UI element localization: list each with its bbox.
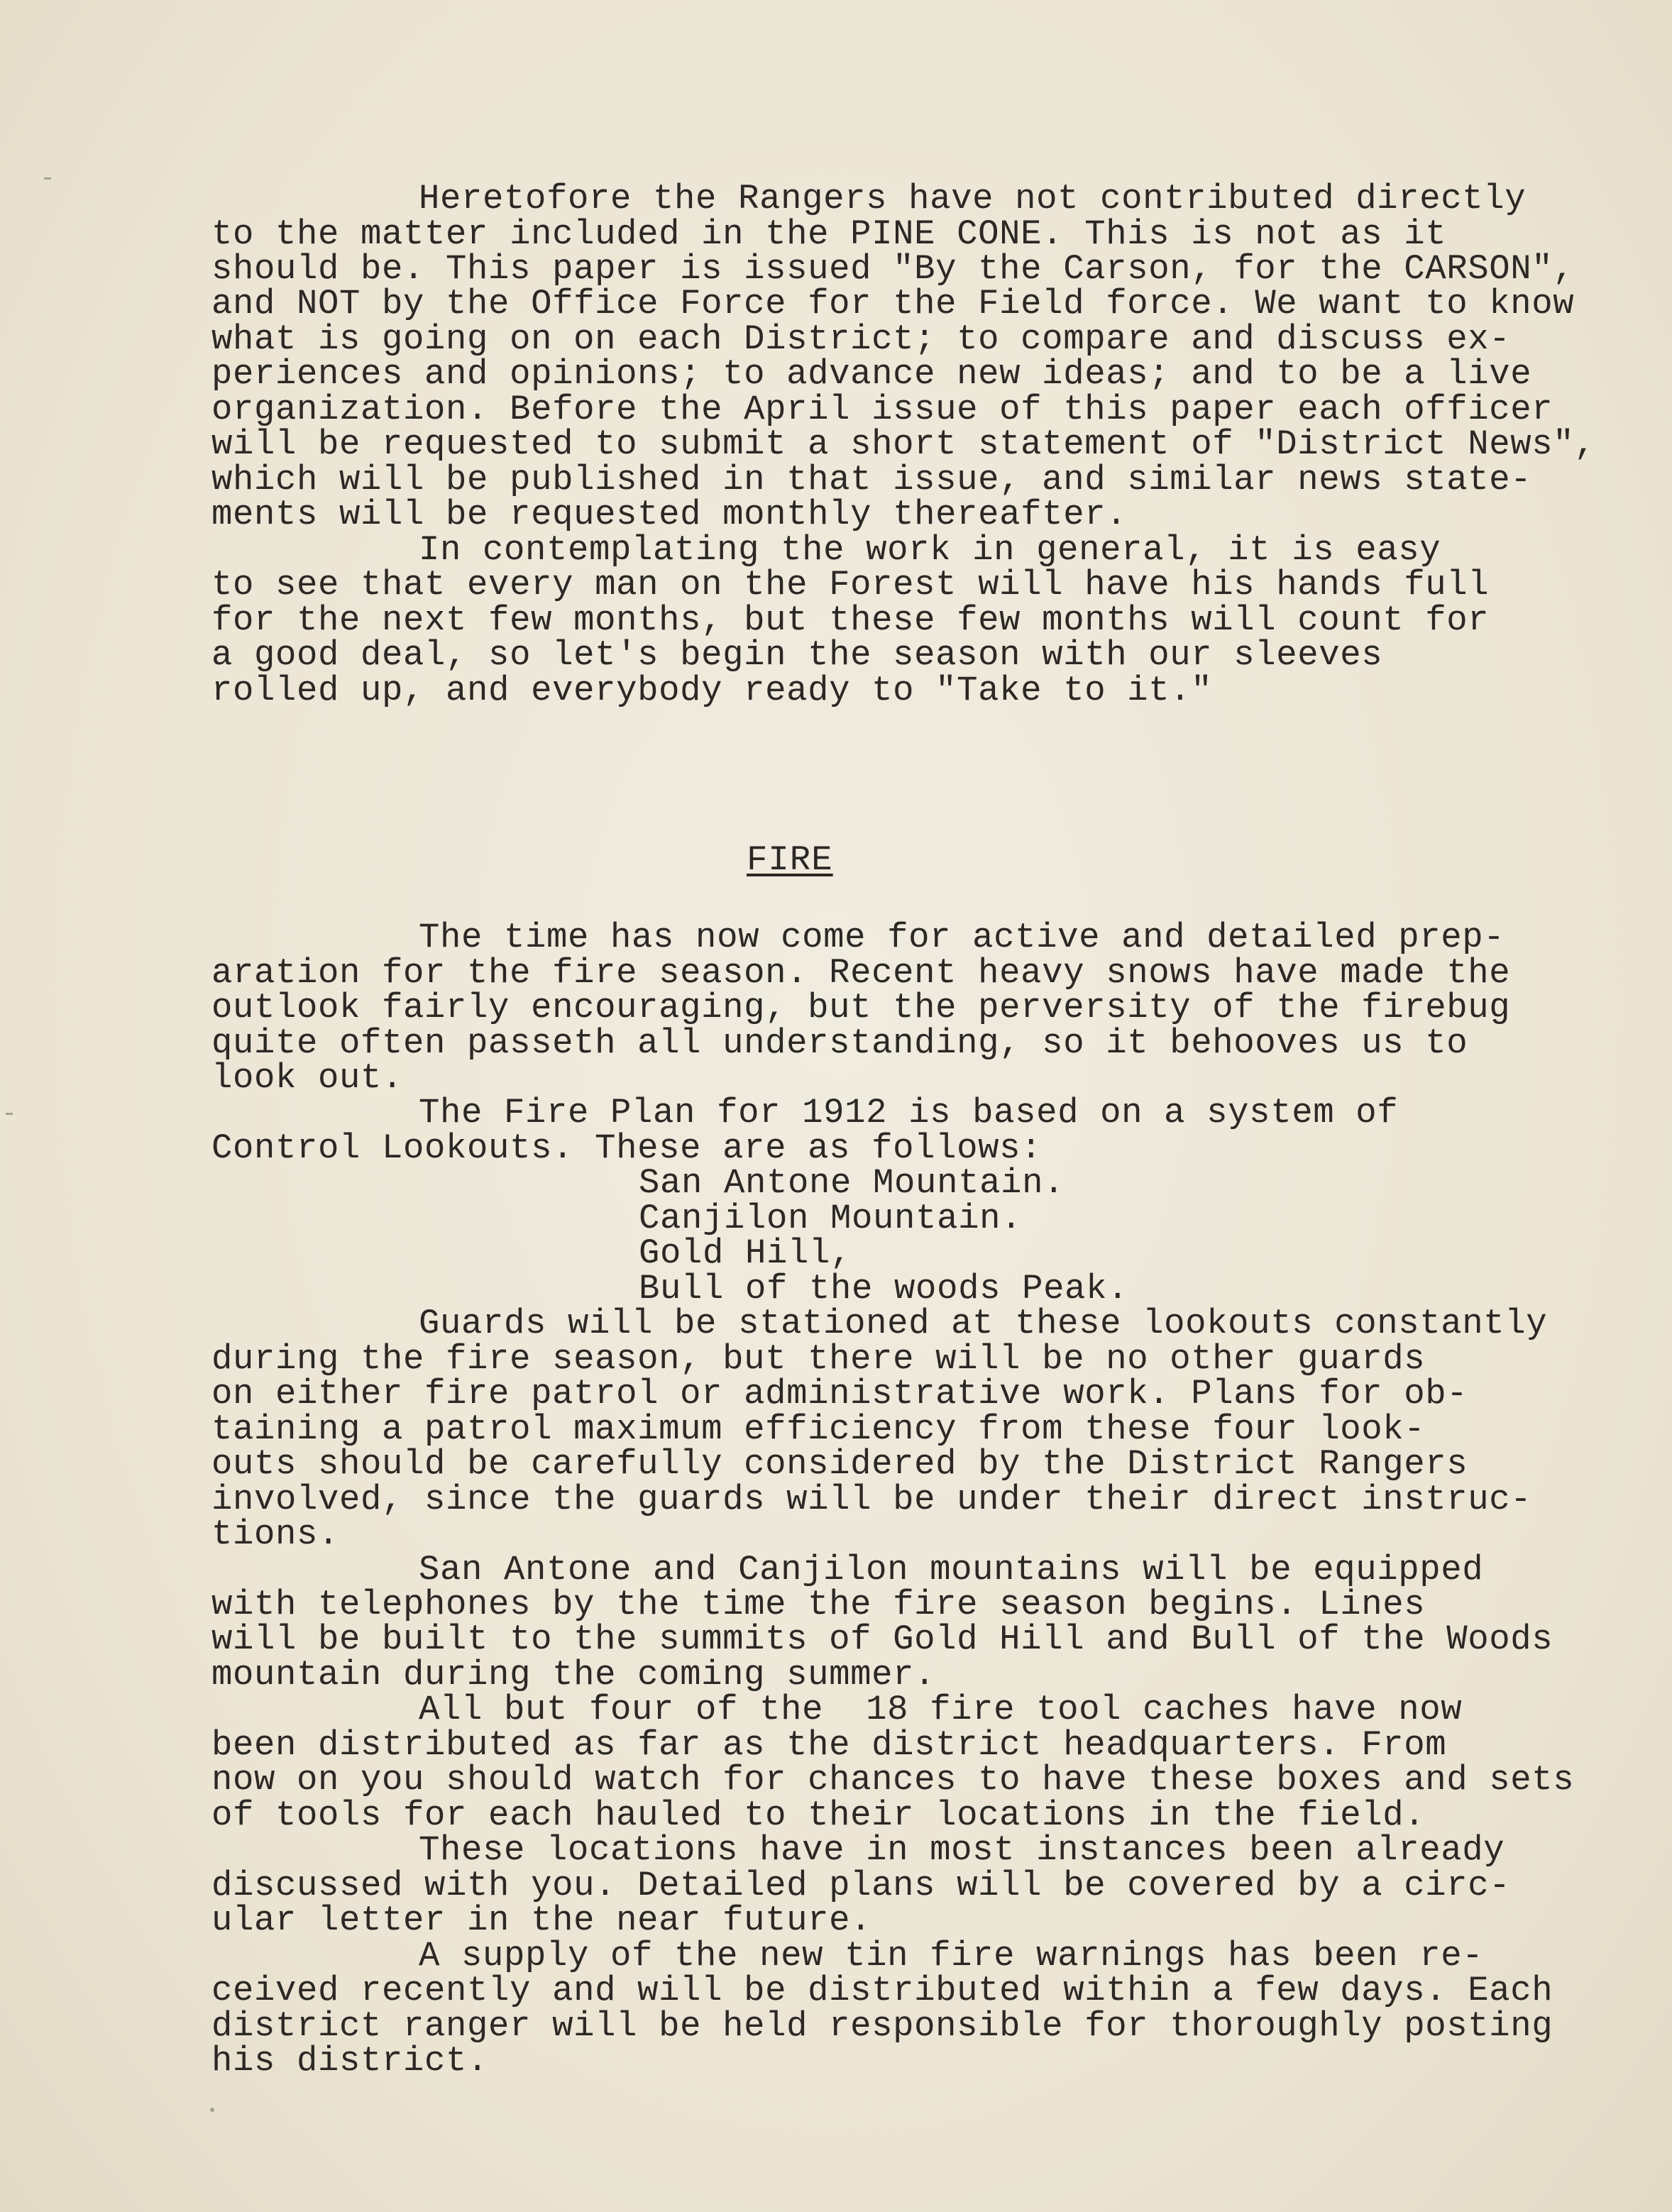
intro-line: to see that every man on the Forest will have his hands full (211, 565, 1490, 605)
fire-line: involved, since the guards will be under their direct instruc- (211, 1480, 1532, 1519)
intro-line: to the matter included in the PINE CONE. This is not as it (211, 214, 1447, 254)
intro-line: a good deal, so let's begin the season with our sleeves (211, 635, 1383, 675)
fire-line: Guards will be stationed at these lookouts constantly (419, 1304, 1548, 1343)
fire-line: aration for the fire season. Recent heavy snows have made the (211, 953, 1511, 993)
page-mark (44, 177, 51, 180)
section-heading-fire: FIRE (747, 840, 833, 880)
intro-line: rolled up, and everybody ready to "Take to it." (211, 671, 1213, 710)
fire-line: of tools for each hauled to their locations in the field. (211, 1795, 1426, 1835)
intro-line: will be requested to submit a short statement of "District News", (211, 424, 1596, 464)
fire-line: The time has now come for active and detailed prep- (419, 918, 1505, 957)
fire-line: will be built to the summits of Gold Hill and Bull of the Woods (211, 1619, 1553, 1659)
lookout-item: Canjilon Mountain. (639, 1199, 1023, 1238)
intro-line: ments will be requested monthly thereafter. (211, 495, 1128, 534)
lookout-item: San Antone Mountain. (639, 1163, 1065, 1203)
fire-line: district ranger will be held responsible for thoroughly posting (211, 2006, 1553, 2046)
fire-line: on either fire patrol or administrative work. Plans for ob- (211, 1374, 1468, 1414)
fire-line: discussed with you. Detailed plans will be covered by a circ- (211, 1866, 1511, 1905)
fire-line: ceived recently and will be distributed within a few days. Each (211, 1971, 1553, 2010)
fire-line: A supply of the new tin fire warnings has been re- (419, 1936, 1484, 1976)
intro-line: and NOT by the Office Force for the Field force. We want to know (211, 284, 1575, 324)
intro-line: should be. This paper is issued "By the Carson, for the CARSON", (211, 249, 1575, 289)
intro-line: for the next few months, but these few months will count for (211, 600, 1490, 640)
fire-line: been distributed as far as the district headquarters. From (211, 1725, 1447, 1765)
intro-line: organization. Before the April issue of this paper each officer (211, 390, 1553, 429)
fire-line: San Antone and Canjilon mountains will be equipped (419, 1550, 1484, 1590)
page-mark (210, 2108, 214, 2112)
fire-line: These locations have in most instances been already (419, 1830, 1505, 1870)
intro-line: Heretofore the Rangers have not contributed directly (419, 179, 1527, 219)
fire-line: mountain during the coming summer. (211, 1655, 936, 1695)
fire-line: during the fire season, but there will be no other guards (211, 1339, 1426, 1379)
fire-line: now on you should watch for chances to have these boxes and sets (211, 1760, 1575, 1800)
fire-line: quite often passeth all understanding, so it behooves us to (211, 1023, 1468, 1063)
fire-line: tions. (211, 1514, 340, 1554)
lookout-item: Gold Hill, (639, 1233, 852, 1273)
fire-line: look out. (211, 1058, 404, 1098)
fire-line: The Fire Plan for 1912 is based on a system of (419, 1093, 1399, 1133)
intro-line: periences and opinions; to advance new ideas; and to be a live (211, 354, 1532, 394)
fire-line: All but four of the 18 fire tool caches have now (419, 1690, 1463, 1729)
intro-line: what is going on on each District; to compare and discuss ex- (211, 319, 1511, 359)
fire-line: ular letter in the near future. (211, 1900, 872, 1940)
fire-line: with telephones by the time the fire season begins. Lines (211, 1585, 1426, 1624)
fire-line: outlook fairly encouraging, but the perversity of the firebug (211, 988, 1511, 1028)
intro-line: which will be published in that issue, and similar news state- (211, 460, 1532, 500)
fire-line: taining a patrol maximum efficiency from these four look- (211, 1409, 1426, 1449)
fire-line: Control Lookouts. These are as follows: (211, 1128, 1043, 1168)
fire-line: his district. (211, 2041, 489, 2081)
page-mark (6, 1113, 13, 1115)
lookout-item: Bull of the woods Peak. (639, 1269, 1129, 1309)
fire-line: outs should be carefully considered by the District Rangers (211, 1444, 1468, 1484)
intro-line: In contemplating the work in general, it is easy (419, 530, 1441, 570)
